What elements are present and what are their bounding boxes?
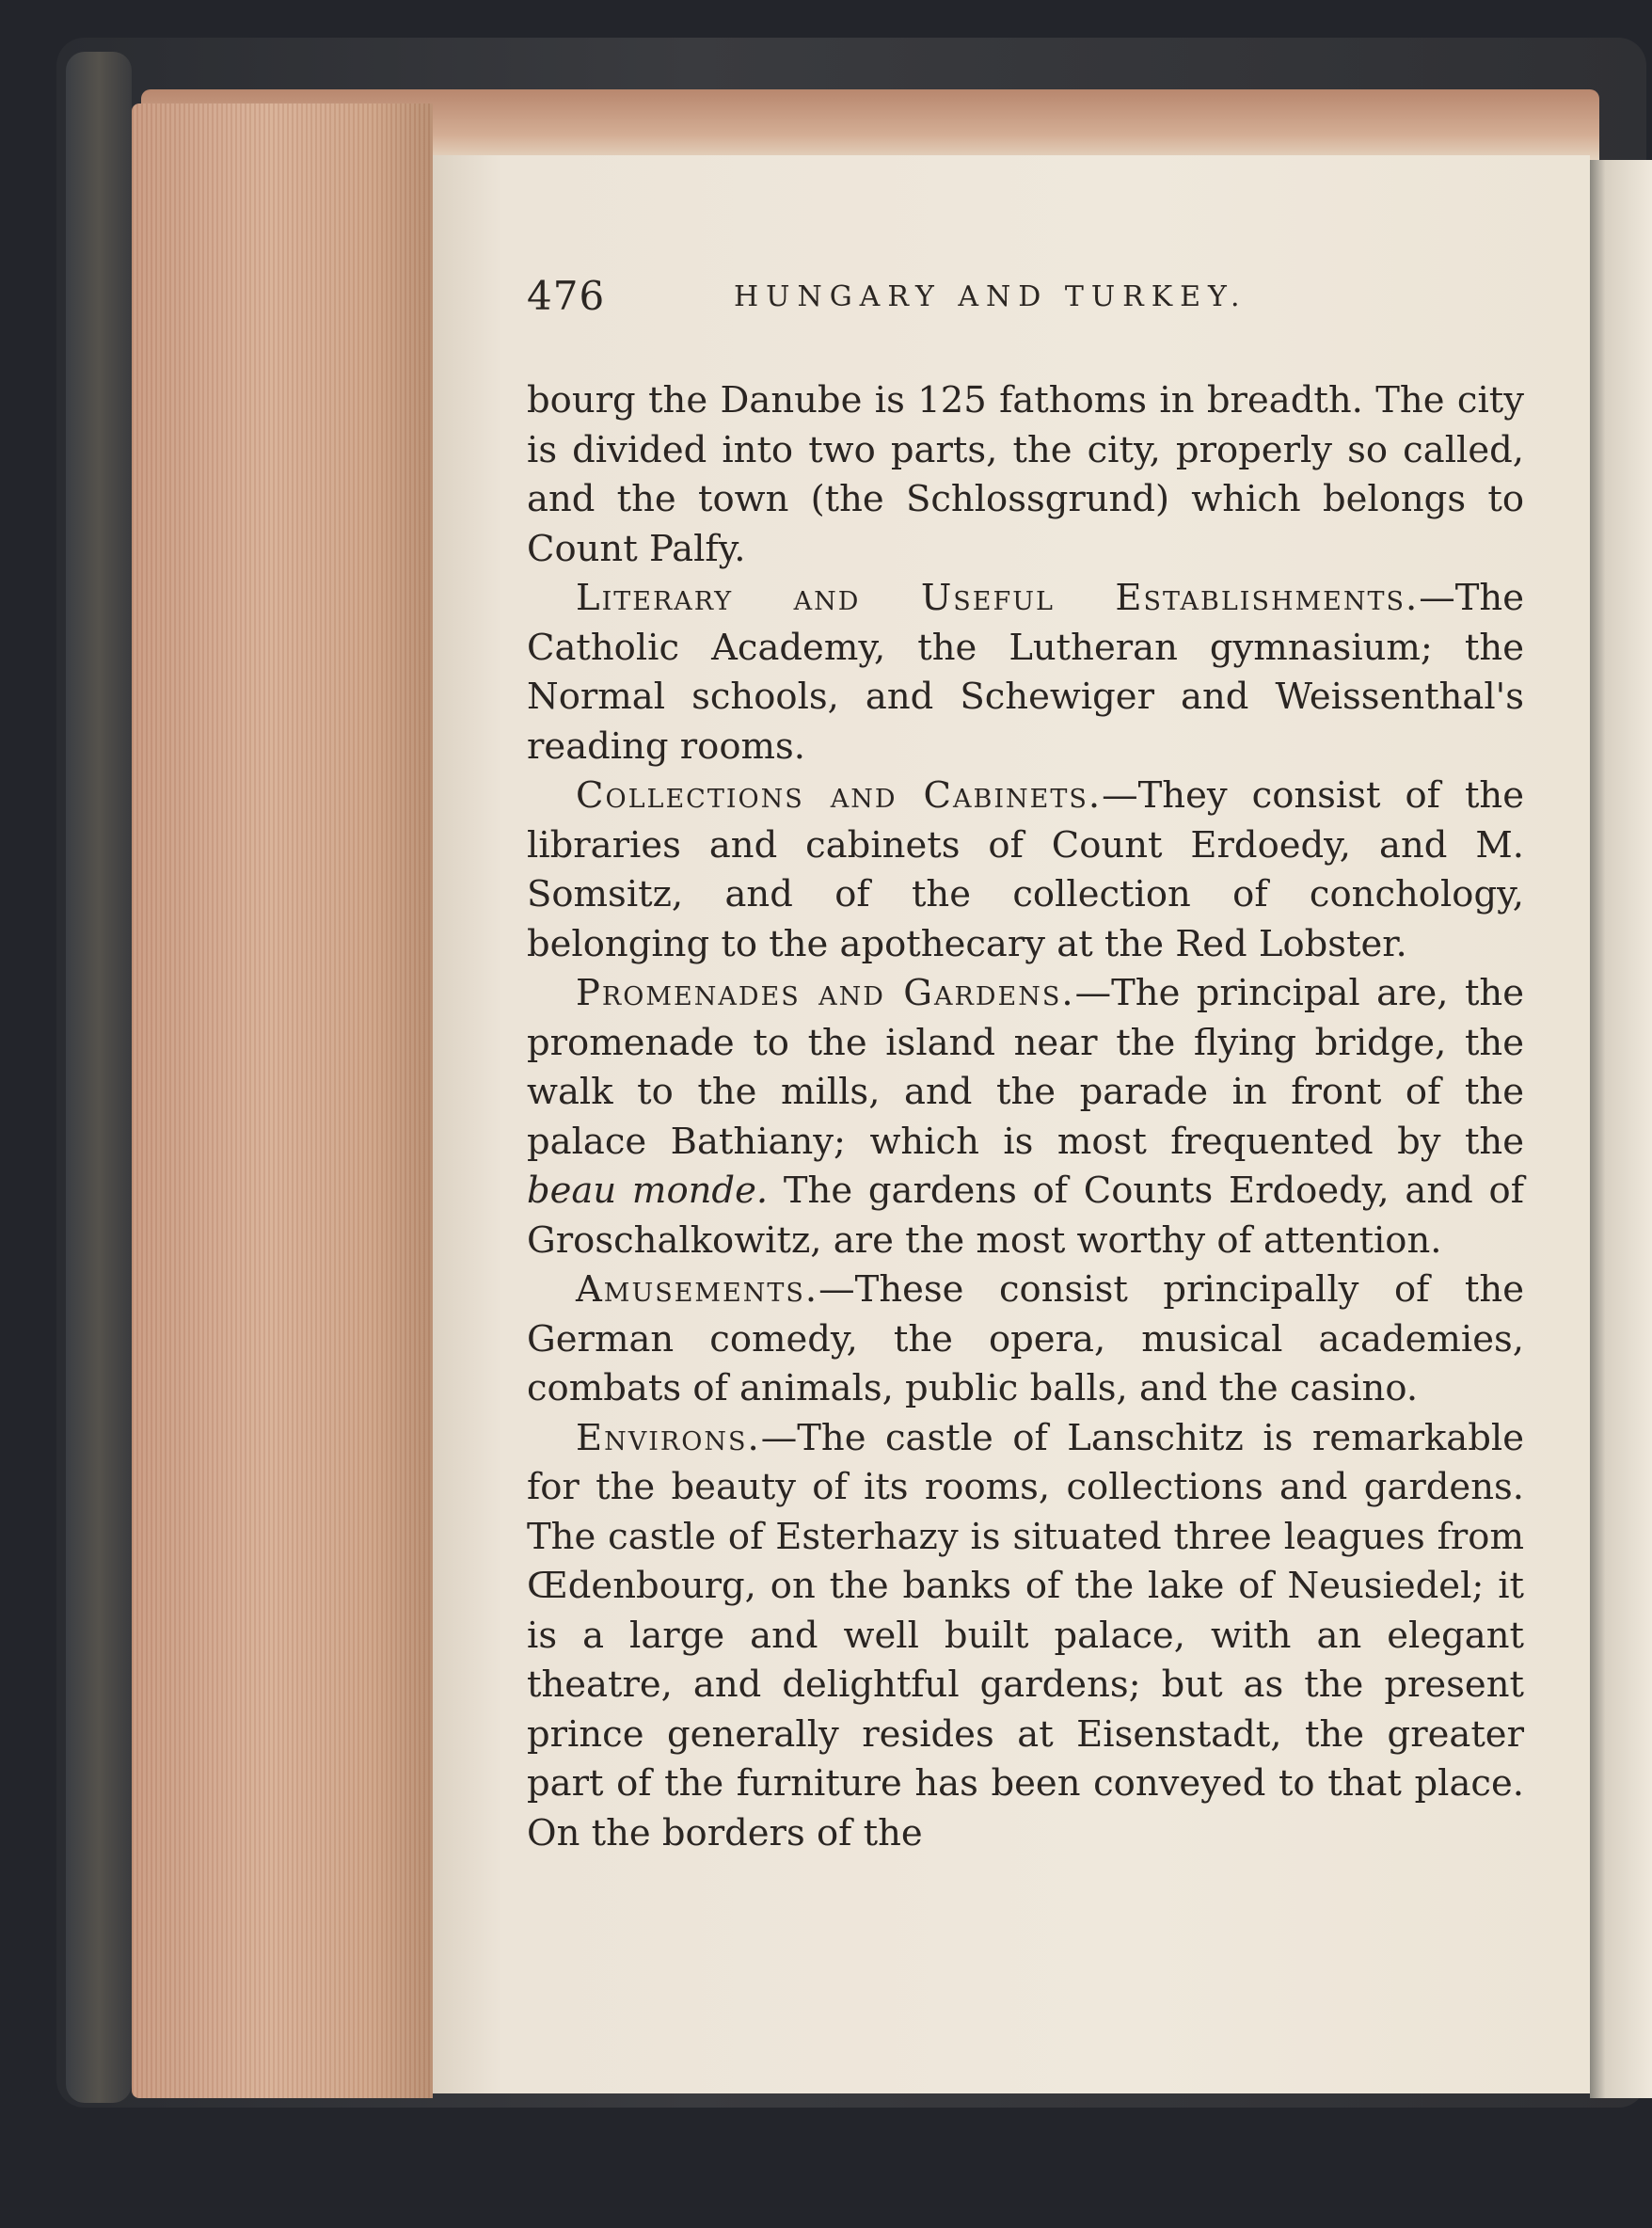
section-heading: Collections and Cabinets. xyxy=(576,774,1103,817)
paragraph-text: —The principal are, the promenade to the island near the flying bridge, the walk to the mills, and the parade in front of the palace Bathiany; which is most frequented by the xyxy=(527,972,1524,1163)
paragraph-collections-cabinets xyxy=(527,772,1524,969)
running-head: HUNGARY AND TURKEY. xyxy=(734,280,1247,313)
page-header xyxy=(527,273,1524,329)
page-number: 476 xyxy=(527,273,606,319)
section-heading: Amusements. xyxy=(576,1268,819,1311)
paragraph-text: bourg the Danube is 125 fathoms in breadth. The city is divided into two parts, the city, properly so called, and the town (the Schlossgrund) which belongs to Count Palfy. xyxy=(527,379,1524,570)
section-heading: Promenades and Gardens. xyxy=(576,972,1075,1014)
paragraph-environs xyxy=(527,1414,1524,1859)
section-heading: Literary and Useful Establishments. xyxy=(576,577,1420,619)
paragraph-continuation xyxy=(527,376,1524,574)
paragraph-text: The gardens of Counts Erdoedy, and of Groschalkowitz, are the most worthy of attention. xyxy=(527,1170,1524,1262)
section-heading: Environs. xyxy=(576,1416,761,1459)
italic-phrase: beau monde. xyxy=(527,1170,769,1212)
facing-page-edge xyxy=(1590,160,1652,2098)
page-body xyxy=(527,376,1524,1858)
paragraph-text: —The Catholic Academy, the Lutheran gymnasium; the Normal schools, and Schewiger and Weissenthal's reading rooms. xyxy=(527,577,1524,768)
book-spine xyxy=(66,52,132,2103)
paragraph-promenades-gardens xyxy=(527,969,1524,1265)
paragraph-literary-establishments xyxy=(527,574,1524,772)
paragraph-text: —They consist of the libraries and cabinets of Count Erdoedy, and M. Somsitz, and of the collection of conchology, belonging to the apothecary at the Red Lobster. xyxy=(527,774,1524,965)
paragraph-amusements xyxy=(527,1265,1524,1414)
paragraph-text: —The castle of Lanschitz is remarkable for the beauty of its rooms, collections and gardens. The castle of Esterhazy is situated three leagues from Œdenbourg, on the banks of the lake of Neusiedel; it is a large and well built palace, with an elegant theatre, and delightful gardens; but as the present prince generally resides at Eisenstadt, the greater part of the furniture has been conveyed to that place. On the borders of the xyxy=(527,1416,1524,1854)
page-block-fore-edge xyxy=(132,103,433,2098)
paragraph-text: —These consist principally of the German comedy, the opera, musical academies, combats of animals, public balls, and the casino. xyxy=(527,1268,1524,1409)
